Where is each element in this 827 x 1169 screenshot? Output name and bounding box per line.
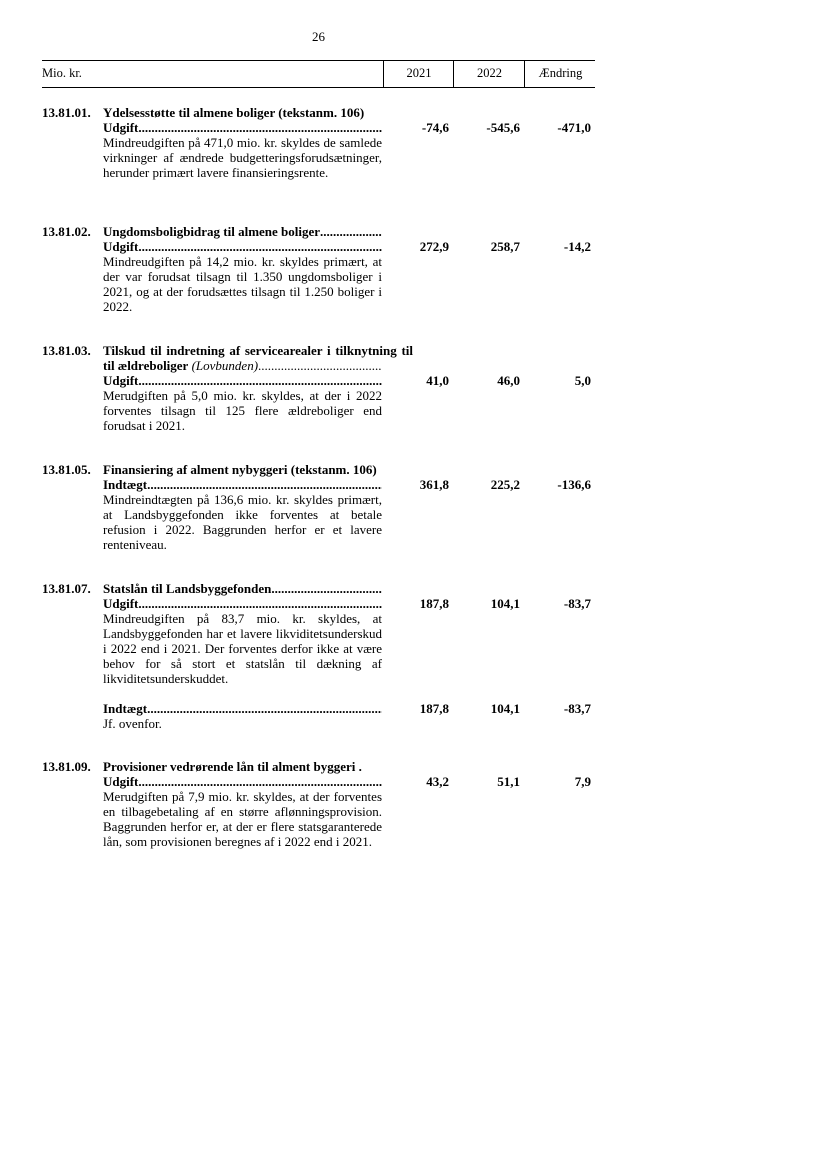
column-change: Ændring (524, 61, 596, 87)
row-description: Merudgiften på 5,0 mio. kr. skyldes, at der i 2022 forventes tilsagn til 125 flere ældreboliger end forudsat i 2021. (103, 388, 382, 433)
account-title: Statslån til Landsbyggefonden (103, 581, 272, 596)
account-title-line: Provisioner vedrørende lån til alment byggeri . (103, 759, 362, 774)
row-label: Udgift (103, 120, 139, 135)
account-number: 13.81.02. (42, 224, 91, 239)
value-2021: 187,8 (419, 596, 449, 611)
account-title-line (103, 581, 382, 596)
row-description: Merudgiften på 7,9 mio. kr. skyldes, at der forventes en tilbagebetaling af en større aflønningsprovision. Baggrunden herfor er, at der er flere statsgaranterede lån, som provisionen beregnes af i 2022 end i 2021. (103, 789, 382, 849)
column-2022: 2022 (453, 61, 525, 87)
entry-row (103, 701, 382, 731)
row-label: Udgift (103, 373, 139, 388)
value-change: -83,7 (563, 701, 591, 716)
account-title: Ydelsesstøtte til almene boliger (tekstanm. 106) (103, 105, 365, 120)
account-title: Ungdomsboligbidrag til almene boliger (103, 224, 321, 239)
value-change: -136,6 (557, 477, 591, 492)
value-change: -83,7 (563, 596, 591, 611)
value-2021: 187,8 (419, 701, 449, 716)
entry-row (103, 774, 382, 849)
value-change: -471,0 (557, 120, 591, 135)
row-label: Indtægt (103, 477, 148, 492)
row-label: Indtægt (103, 701, 148, 716)
value-change: -14,2 (563, 239, 591, 254)
row-description: Mindreudgiften på 14,2 mio. kr. skyldes primært, at der var forudsat tilsagn til 1.350 ungdomsboliger i 2021, og at der forudsættes tilsagn til 1.250 boliger i 2022. (103, 254, 382, 314)
value-change: 7,9 (574, 774, 591, 789)
account-number: 13.81.09. (42, 759, 91, 774)
row-description: Mindreudgiften på 83,7 mio. kr. skyldes, at Landsbyggefonden har et lavere likviditetsunderskud i 2022 end i 2021. Der forventes derfor ikke at være behov for så stort et statslån til dækning af likviditetsunderskuddet. (103, 611, 382, 686)
account-title: Provisioner vedrørende lån til alment byggeri (103, 759, 356, 774)
title-note: (Lovbunden) (191, 358, 259, 373)
account-title-line: til ældreboliger (Lovbunden) ..... (103, 358, 382, 373)
value-2022: 258,7 (490, 239, 520, 254)
account-title: Finansiering af alment nybyggeri (tekstanm. 106) (103, 462, 377, 477)
value-2022: 51,1 (497, 774, 520, 789)
value-change: 5,0 (574, 373, 591, 388)
entry-row (103, 373, 382, 433)
value-2021: -74,6 (421, 120, 449, 135)
row-description: Mindreudgiften på 471,0 mio. kr. skyldes de samlede virkninger af ændrede budgetteringsforudsætninger, herunder primært lavere finansieringsrente. (103, 135, 382, 180)
value-2022: 225,2 (490, 477, 520, 492)
row-label: Udgift (103, 239, 139, 254)
value-2021: 41,0 (426, 373, 449, 388)
value-2022: 46,0 (497, 373, 520, 388)
entry-row (103, 477, 382, 552)
table-header (42, 60, 595, 88)
entry-row (103, 596, 382, 686)
row-description: Mindreindtægten på 136,6 mio. kr. skyldes primært, at Landsbyggefonden ikke forventes at betale refusion i 2022. Baggrunden herfor er et lavere renteniveau. (103, 492, 382, 552)
account-number: 13.81.05. (42, 462, 91, 477)
account-number: 13.81.07. (42, 581, 91, 596)
account-title-block (103, 343, 413, 358)
value-2021: 272,9 (419, 239, 449, 254)
row-label: Udgift (103, 774, 139, 789)
value-2022: -545,6 (486, 120, 520, 135)
account-number: 13.81.01. (42, 105, 91, 120)
row-description: Jf. ovenfor. (103, 716, 162, 731)
account-number: 13.81.03. (42, 343, 91, 358)
value-2022: 104,1 (490, 596, 520, 611)
unit-label: Mio. kr. (42, 66, 82, 80)
value-2022: 104,1 (490, 701, 520, 716)
entry-row (103, 239, 382, 314)
column-2021: 2021 (383, 61, 454, 87)
value-2021: 43,2 (426, 774, 449, 789)
account-title-line (103, 224, 382, 239)
value-2021: 361,8 (419, 477, 449, 492)
page-number: 26 (312, 29, 325, 44)
account-title: Tilskud til indretning af servicearealer i tilknytning til (103, 343, 413, 358)
entry-row (103, 120, 382, 180)
row-label: Udgift (103, 596, 139, 611)
